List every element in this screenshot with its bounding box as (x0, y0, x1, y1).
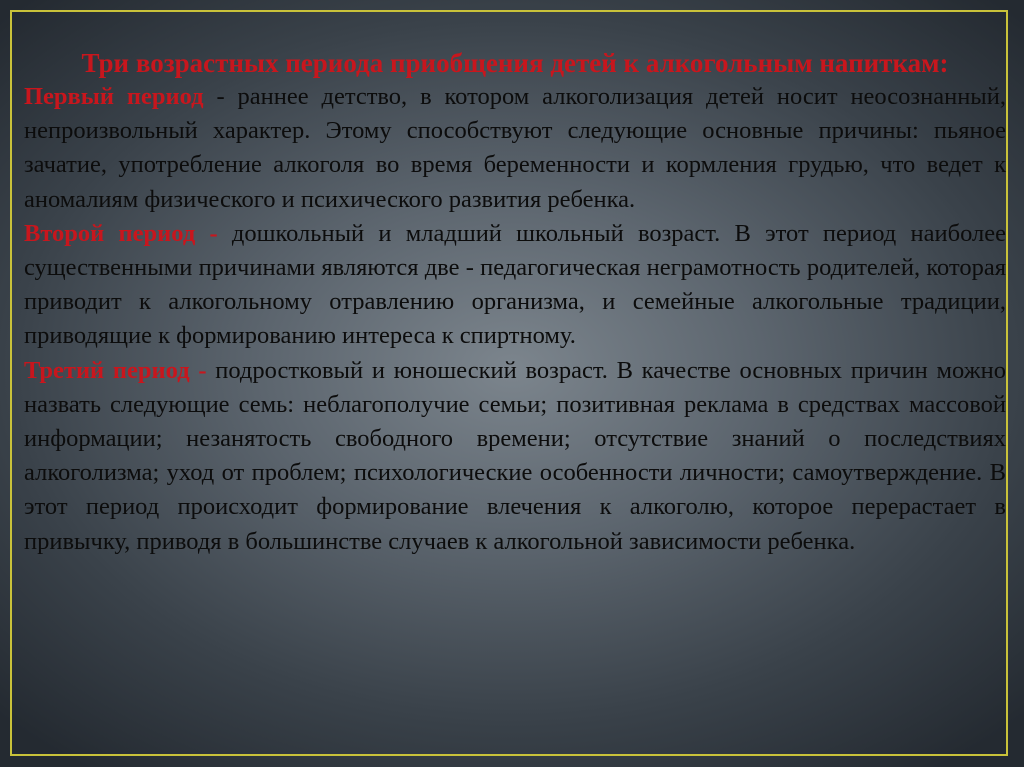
first-period-term: Первый период (24, 83, 204, 110)
third-period-text: подростковый и юношеский возраст. В качестве основных причин можно назвать следующие семь: неблагополучие семьи; позитивная реклама в средствах массовой информации; незанятость свободного времени; отсутствие знаний о последствиях алкоголизма; уход от проблем; психологические особенности личности; самоутверждение. В этот период происходит формирование влечения к алкоголю, которое перерастает в привычку, приводя в большинстве случаев к алкогольной зависимости ребенка. (24, 356, 1006, 555)
third-period-term: Третий период - (24, 356, 207, 384)
first-period-text: - раннее детство, в котором алкоголизация детей носит неосознанный, непроизвольный характер. Этому способствуют следующие основные причины: пьяное зачатие, употребление алкоголя во время беременности и кормления грудью, что ведет к аномалиям физического и психического развития ребенка. (24, 83, 1006, 213)
paragraph-third-period (24, 354, 1006, 559)
slide-title: Три возрастных периода приобщения детей к алкогольным напиткам: (81, 48, 949, 78)
second-period-text: дошкольный и младший школьный возраст. В этот период наиболее существенными причинами являются две - педагогическая неграмотность родителей, которая приводит к алкогольному отравлению организма, и семейные алкогольные традиции, приводящие к формированию интереса к спиртному. (24, 219, 1006, 350)
second-period-term: Второй период - (24, 219, 218, 247)
paragraph-second-period (24, 217, 1006, 354)
slide-content (24, 46, 1006, 559)
paragraph-first-period (24, 80, 1006, 217)
